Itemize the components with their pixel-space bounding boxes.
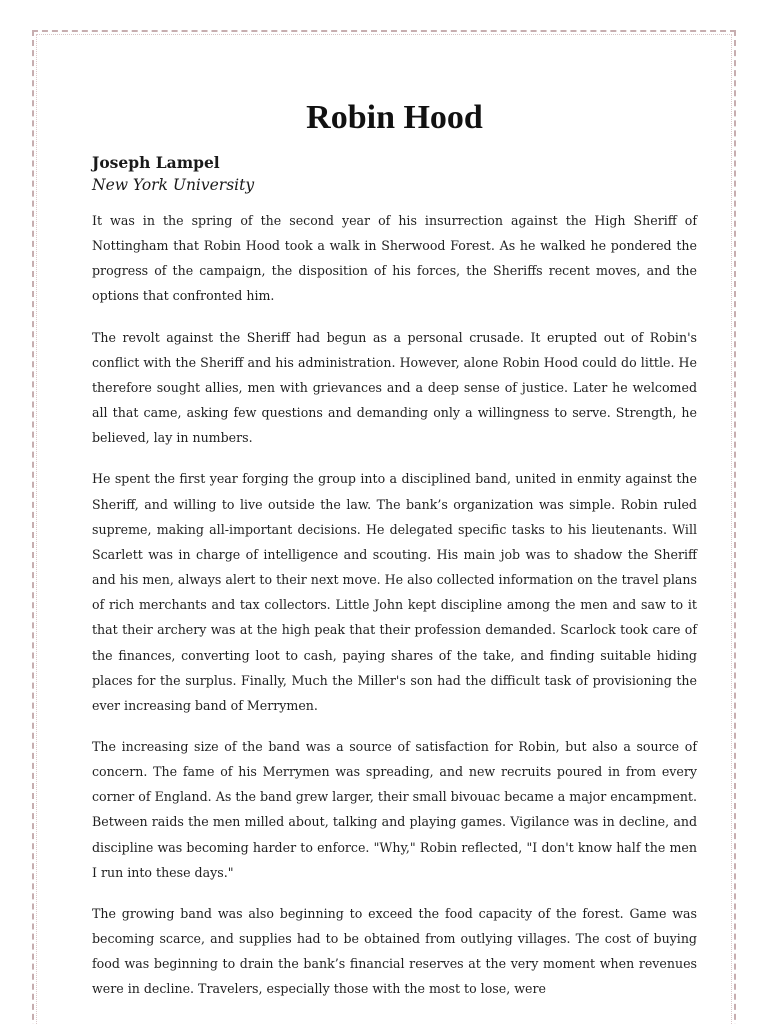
paragraph: The revolt against the Sheriff had begun as a personal crusade. It erupted out of Robin's conflict with the Sheriff and his administration. However, alone Robin Hood could do little. He therefore sought allies, men with grievances and a deep sense of justice. Later he welcomed all that came, asking few questions and demanding only a willingness to serve. Strength, he believed, lay in numbers.: [92, 329, 697, 446]
document-content: [92, 96, 697, 1018]
author-name: Joseph Lampel: [92, 153, 220, 172]
paragraph: It was in the spring of the second year of his insurrection against the High Sheriff of Nottingham that Robin Hood took a walk in Sherwood Forest. As he walked he pondered the progress of the campaign, the disposition of his forces, the Sheriffs recent moves, and the options that confronted him.: [92, 213, 697, 304]
paragraph: The growing band was also beginning to exceed the food capacity of the forest. Game was becoming scarce, and supplies had to be obtained from outlying villages. The cost of buying food was beginning to drain the bank’s financial reserves at the very moment when revenues were in decline. Travelers, especially those with the most to lose, were: [92, 905, 697, 997]
paragraph: The increasing size of the band was a source of satisfaction for Robin, but also a source of concern. The fame of his Merrymen was spreading, and new recruits poured in from every corner of England. As the band grew larger, their small bivouac became a major encampment. Between raids the men milled about, talking and playing games. Vigilance was in decline, and discipline was becoming harder to enforce. "Why," Robin reflected, "I don't know half the men I run into these days.": [92, 738, 697, 880]
paragraph: He spent the first year forging the group into a disciplined band, united in enmity against the Sheriff, and willing to live outside the law. The bank’s organization was simple. Robin ruled supreme, making all-important decisions. He delegated specific tasks to his lieutenants. Will Scarlett was in charge of intelligence and scouting. His main job was to shadow the Sheriff and his men, always alert to their next move. He also collected information on the travel plans of rich merchants and tax collectors. Little John kept discipline among the men and saw to it that their archery was at the high peak that their profession demanded. Scarlock took care of the finances, converting loot to cash, paying shares of the take, and finding suitable hiding places for the surplus. Finally, Much the Miller's son had the difficult task of provisioning the ever increasing band of Merrymen.: [92, 471, 697, 713]
document-body: [92, 208, 697, 1002]
document-title: Robin Hood: [306, 99, 483, 136]
author-affiliation: New York University: [92, 176, 255, 194]
